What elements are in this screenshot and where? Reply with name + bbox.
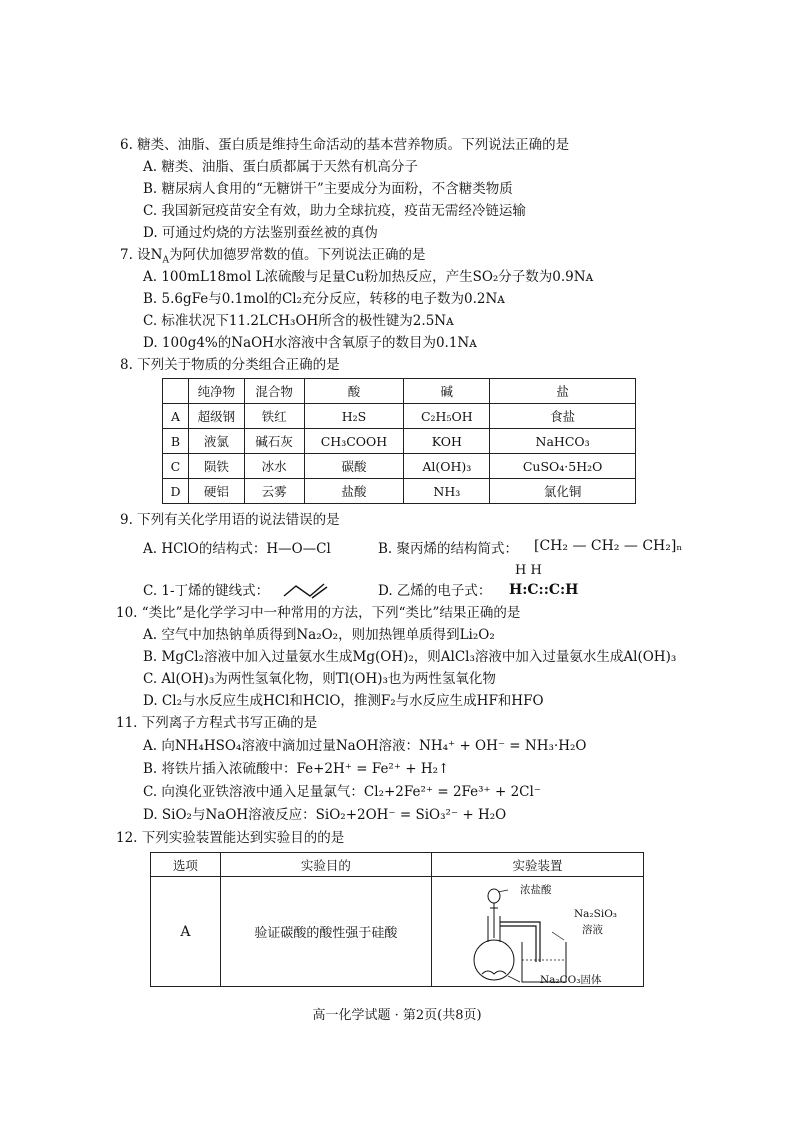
table-row — [163, 404, 636, 429]
q11-option-c: C. 向溴化亚铁溶液中通入足量氯气：Cl₂+2Fe²⁺ = 2Fe³⁺ + 2Cl⁻ — [143, 784, 541, 800]
table-cell: NaHCO₃ — [490, 429, 636, 454]
q12-header-cell: 实验目的 — [220, 853, 431, 877]
q8-header-row — [163, 379, 636, 404]
q12-header-row — [151, 853, 644, 877]
q9-option-c: C. 1-丁烯的键线式： — [143, 583, 270, 599]
table-cell: 液氯 — [188, 429, 244, 454]
table-cell: B — [163, 429, 189, 454]
table-row — [163, 429, 636, 454]
table-cell: D — [163, 479, 189, 504]
ethylene-electron-top: H H — [515, 563, 542, 578]
q10-option-d: D. Cl₂与水反应生成HCl和HClO，推测F₂与水反应生成HF和HFO — [143, 693, 544, 709]
page-footer: 高一化学试题 · 第2页(共8页) — [312, 1008, 482, 1023]
table-cell: 超级钢 — [188, 404, 244, 429]
table-cell: A — [163, 404, 189, 429]
table-cell: 铁红 — [244, 404, 304, 429]
table-cell: 陨铁 — [188, 454, 244, 479]
table-row — [151, 877, 644, 987]
table-cell: H₂S — [304, 404, 404, 429]
table-cell: KOH — [404, 429, 490, 454]
apparatus-label: Na₂CO₃固体 — [539, 974, 602, 986]
q12-stem: 12. 下列实验装置能达到实验目的的是 — [116, 830, 345, 846]
table-row — [163, 479, 636, 504]
table-cell: 冰水 — [244, 454, 304, 479]
q7-stem-pre: 7. 设N — [120, 247, 163, 263]
polypropylene-formula: [CH₂ — CH₂ — CH₂]ₙ — [534, 538, 683, 554]
q11-option-b: B. 将铁片插入浓硫酸中：Fe+2H⁺ = Fe²⁺ + H₂↑ — [143, 761, 450, 777]
q7-stem-sub: A — [162, 255, 169, 266]
q8-table — [162, 378, 636, 504]
table-cell: NH₃ — [404, 479, 490, 504]
q6-option-d: D. 可通过灼烧的方法鉴别蚕丝被的真伪 — [143, 225, 378, 241]
table-cell: A — [151, 877, 221, 987]
q9-option-b: B. 聚丙烯的结构简式： — [378, 541, 519, 557]
q8-header-cell — [163, 379, 189, 404]
q6-option-c: C. 我国新冠疫苗安全有效，助力全球抗疫，疫苗无需经冷链运输 — [143, 203, 526, 219]
butene-skeletal-formula — [282, 578, 332, 600]
table-cell: C₂H₅OH — [404, 404, 490, 429]
q11-option-d: D. SiO₂与NaOH溶液反应：SiO₂+2OH⁻ = SiO₃²⁻ + H₂O — [143, 807, 507, 823]
table-cell: 氯化铜 — [490, 479, 636, 504]
table-cell: Al(OH)₃ — [404, 454, 490, 479]
q7-option-a: A. 100mL18mol L浓硫酸与足量Cu粉加热反应，产生SO₂分子数为0.9Nᴀ — [143, 269, 594, 285]
q8-header-cell: 酸 — [304, 379, 404, 404]
q10-option-a: A. 空气中加热钠单质得到Na₂O₂，则加热锂单质得到Li₂O₂ — [143, 627, 495, 643]
q8-header-cell: 纯净物 — [188, 379, 244, 404]
table-cell: 碳酸 — [304, 454, 404, 479]
apparatus-cell — [431, 877, 643, 987]
q12-header-cell: 实验装置 — [431, 853, 643, 877]
q7-stem — [120, 246, 425, 270]
q6-option-a: A. 糖类、油脂、蛋白质都属于天然有机高分子 — [143, 159, 418, 175]
q11-option-a: A. 向NH₄HSO₄溶液中滴加过量NaOH溶液：NH₄⁺ + OH⁻ = NH₃·H₂O — [143, 738, 587, 754]
apparatus-label: Na₂SiO₃ — [573, 908, 618, 920]
table-cell: 碱石灰 — [244, 429, 304, 454]
q8-header-cell: 混合物 — [244, 379, 304, 404]
q7-option-b: B. 5.6gFe与0.1mol的Cl₂充分反应，转移的电子数为0.2Nᴀ — [143, 291, 505, 307]
table-cell: 云雾 — [244, 479, 304, 504]
q6-stem: 6. 糖类、油脂、蛋白质是维持生命活动的基本营养物质。下列说法正确的是 — [120, 137, 570, 153]
q10-stem: 10. “类比”是化学学习中一种常用的方法，下列“类比”结果正确的是 — [116, 605, 521, 621]
q8-header-cell: 碱 — [404, 379, 490, 404]
table-cell: 硬铝 — [188, 479, 244, 504]
q7-stem-post: 为阿伏加德罗常数的值。下列说法正确的是 — [168, 247, 426, 263]
table-cell: 验证碳酸的酸性强于硅酸 — [220, 877, 431, 987]
q6-option-b: B. 糖尿病人食用的“无糖饼干”主要成分为面粉，不含糖类物质 — [143, 181, 513, 197]
q10-option-c: C. Al(OH)₃为两性氢氧化物，则Tl(OH)₃也为两性氢氧化物 — [143, 671, 496, 687]
q7-option-c: C. 标准状况下11.2LCH₃OH所含的极性键为2.5Nᴀ — [143, 313, 454, 329]
q12-header-cell: 选项 — [151, 853, 221, 877]
q9-option-a: A. HClO的结构式：H—O—Cl — [143, 541, 331, 557]
q9-option-d: D. 乙烯的电子式： — [378, 583, 492, 599]
table-cell: 食盐 — [490, 404, 636, 429]
q8-stem: 8. 下列关于物质的分类组合正确的是 — [120, 357, 340, 373]
ethylene-electron-formula: H:C::C:H — [509, 582, 579, 598]
q7-option-d: D. 100g4%的NaOH水溶液中含氧原子的数目为0.1Nᴀ — [143, 335, 477, 351]
q8-header-cell: 盐 — [490, 379, 636, 404]
q12-table — [150, 852, 644, 987]
apparatus-label: 浓盐酸 — [519, 884, 552, 896]
q11-stem: 11. 下列离子方程式书写正确的是 — [116, 715, 318, 731]
table-row — [163, 454, 636, 479]
table-cell: 盐酸 — [304, 479, 404, 504]
table-cell: C — [163, 454, 189, 479]
q10-option-b: B. MgCl₂溶液中加入过量氨水生成Mg(OH)₂，则AlCl₃溶液中加入过量氨水生成Al(OH)₃ — [143, 649, 677, 665]
table-cell: CuSO₄·5H₂O — [490, 454, 636, 479]
apparatus-label: 溶液 — [581, 924, 603, 936]
table-cell: CH₃COOH — [304, 429, 404, 454]
q9-stem: 9. 下列有关化学用语的说法错误的是 — [120, 512, 340, 528]
